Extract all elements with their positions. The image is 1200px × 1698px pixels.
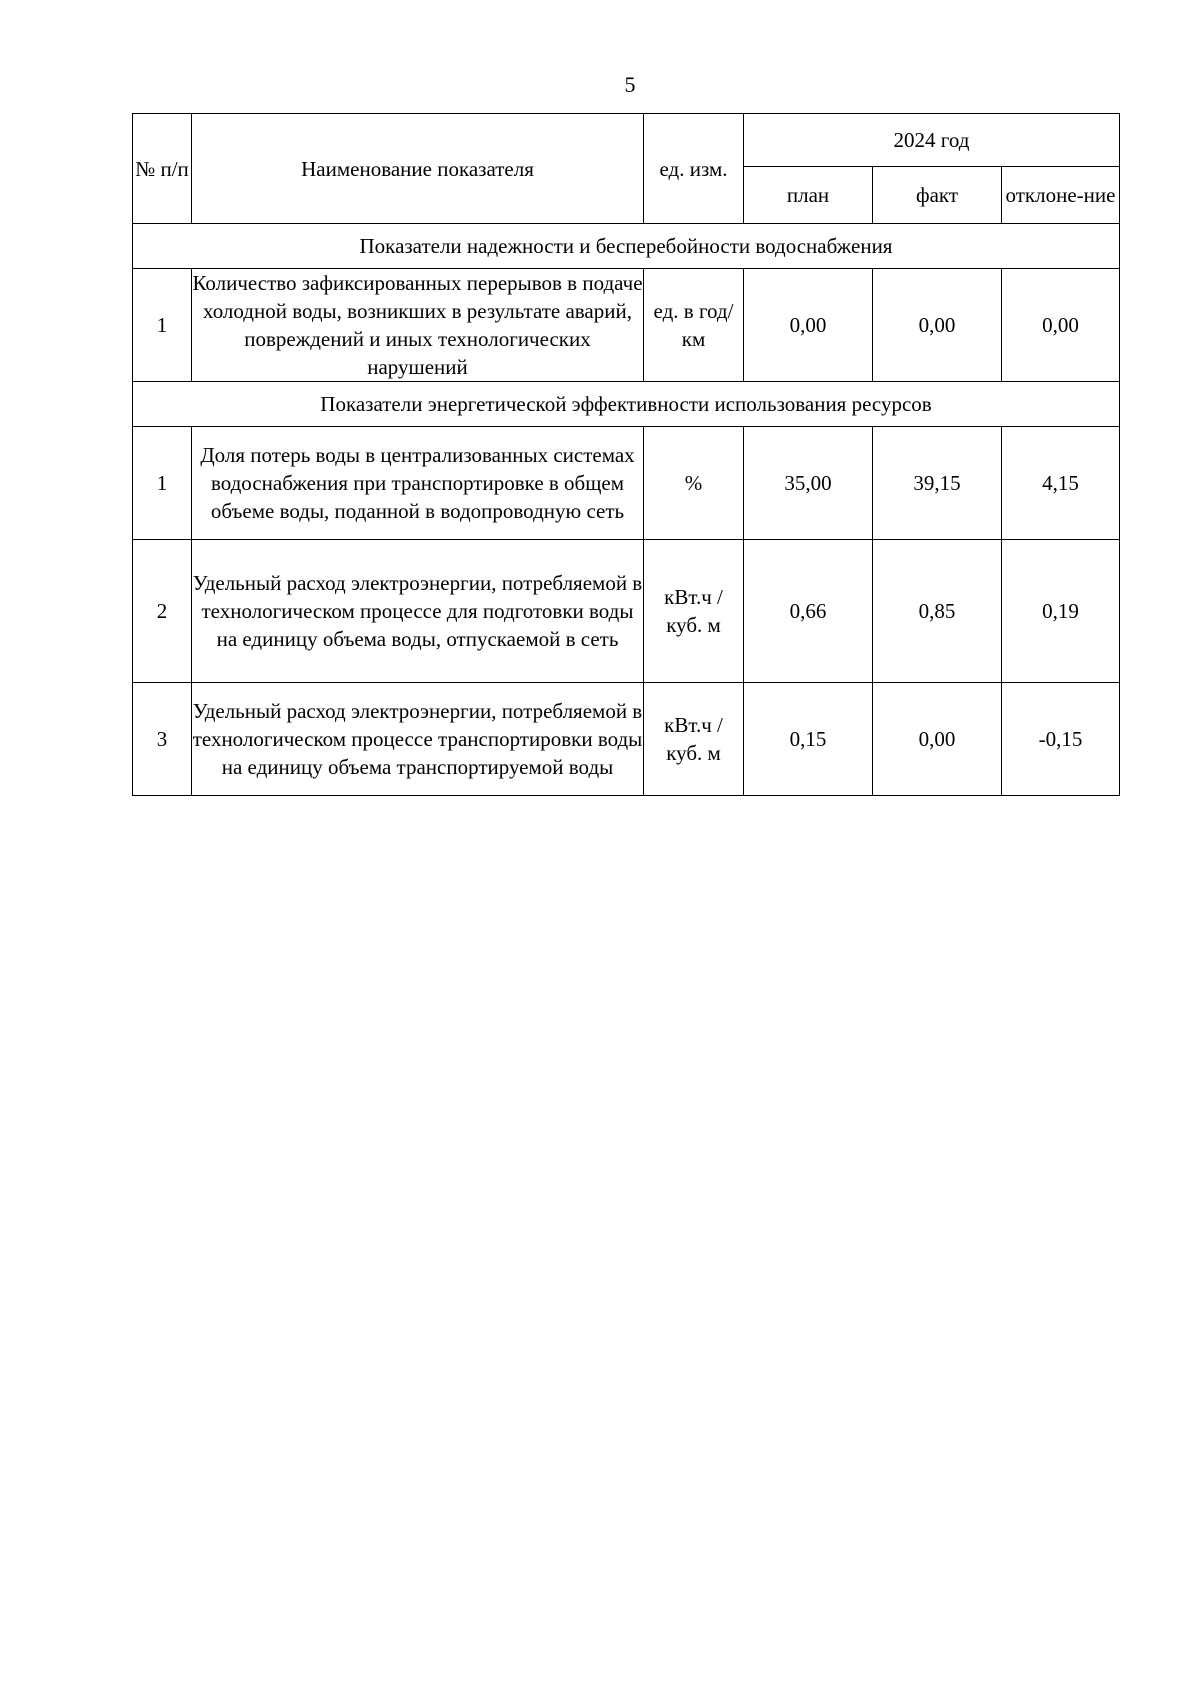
row-deviation: 0,00 — [1002, 269, 1120, 382]
row-name: Удельный расход электроэнергии, потребляемой в технологическом процессе транспортировки воды на единицу объема транспортируемой воды — [192, 683, 644, 796]
row-deviation: 4,15 — [1002, 427, 1120, 540]
row-fact: 39,15 — [873, 427, 1002, 540]
section-row — [133, 224, 1120, 269]
row-plan: 0,15 — [744, 683, 873, 796]
row-fact: 0,85 — [873, 540, 1002, 683]
indicators-table — [132, 113, 1120, 796]
row-num: 1 — [133, 269, 192, 382]
header-plan: план — [744, 167, 873, 224]
row-unit: % — [644, 427, 744, 540]
row-plan: 0,00 — [744, 269, 873, 382]
table-row — [133, 269, 1120, 382]
header-name: Наименование показателя — [192, 114, 644, 224]
section-title: Показатели энергетической эффективности использования ресурсов — [133, 382, 1120, 427]
row-num: 3 — [133, 683, 192, 796]
row-deviation: 0,19 — [1002, 540, 1120, 683]
row-num: 2 — [133, 540, 192, 683]
row-unit: ед. в год/ км — [644, 269, 744, 382]
header-year: 2024 год — [744, 114, 1120, 167]
row-name: Доля потерь воды в централизованных системах водоснабжения при транспортировке в общем объеме воды, поданной в водопроводную сеть — [192, 427, 644, 540]
row-plan: 0,66 — [744, 540, 873, 683]
row-fact: 0,00 — [873, 683, 1002, 796]
header-num: № п/п — [133, 114, 192, 224]
header-row-top — [133, 114, 1120, 167]
row-unit: кВт.ч / куб. м — [644, 683, 744, 796]
row-fact: 0,00 — [873, 269, 1002, 382]
section-title: Показатели надежности и бесперебойности водоснабжения — [133, 224, 1120, 269]
row-plan: 35,00 — [744, 427, 873, 540]
table-row — [133, 683, 1120, 796]
table-row — [133, 427, 1120, 540]
row-name: Удельный расход электроэнергии, потребляемой в технологическом процессе для подготовки воды на единицу объема воды, отпускаемой в сеть — [192, 540, 644, 683]
row-unit: кВт.ч / куб. м — [644, 540, 744, 683]
table-row — [133, 540, 1120, 683]
header-unit: ед. изм. — [644, 114, 744, 224]
section-row — [133, 382, 1120, 427]
header-fact: факт — [873, 167, 1002, 224]
page-number: 5 — [624, 72, 636, 97]
row-deviation: -0,15 — [1002, 683, 1120, 796]
row-name: Количество зафиксированных перерывов в подаче холодной воды, возникших в результате аварий, повреждений и иных технологических нарушений — [192, 269, 644, 382]
header-deviation: отклоне-ние — [1002, 167, 1120, 224]
row-num: 1 — [133, 427, 192, 540]
